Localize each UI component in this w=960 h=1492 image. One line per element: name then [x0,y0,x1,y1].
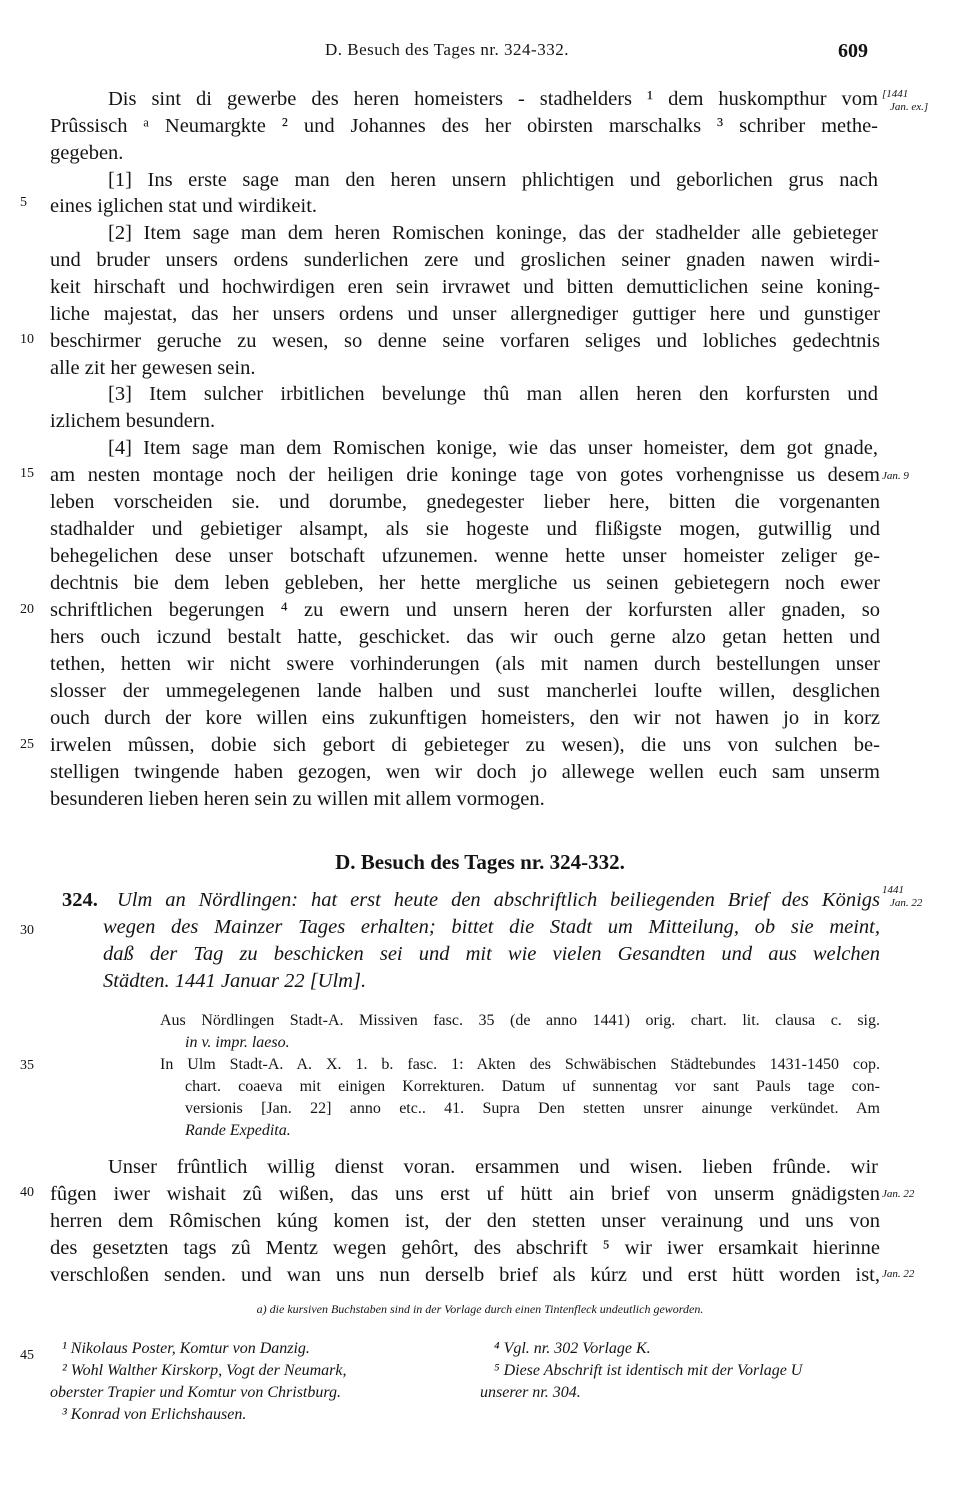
text-line: schriftlichen begerungen ⁴ zu ewern und unsern heren der korfursten aller gnaden, so [50,599,880,621]
source-note: In Ulm Stadt-A. A. X. 1. b. fasc. 1: Akten des Schwäbischen Städtebundes 1431-1450 cop. [160,1056,880,1073]
source-note: Aus Nördlingen Stadt-A. Missiven fasc. 35 (de anno 1441) orig. chart. lit. clausa c. sig. [160,1012,880,1029]
text-line: dechtnis bie dem leben gebleben, her hette mergliche us seinen gebietegern noch ewer [50,572,880,594]
line-number: 10 [20,332,34,347]
source-note: in v. impr. laeso. [185,1034,290,1051]
text-line: stelligen twingende haben gezogen, wen wir doch jo allewege wellen euch sam unserm [50,761,880,783]
line-number: 15 [20,466,34,481]
text-line: [1] Ins erste sage man den heren unsern phlichtigen und geborlichen grus nach [108,169,878,191]
text-line: besunderen lieben heren sein zu willen mit allem vormogen. [50,788,545,810]
text-line: Unser frûntlich willig dienst voran. ersammen und wisen. lieben frûnde. wir [108,1156,878,1178]
regest-line: Städten. 1441 Januar 22 [Ulm]. [103,970,367,992]
line-number: 20 [20,602,34,617]
text-line: keit hirschaft und hochwirdigen eren sein irvrawet und bitten demutticlichen seine koning- [50,276,880,298]
running-title: D. Besuch des Tages nr. 324-332. [325,40,569,59]
margin-date-note: [1441 Jan. ex.] [882,88,929,113]
footnote: ³ Konrad von Erlichshausen. [62,1406,247,1423]
text-line: hers ouch iczund bestalt hatte, geschicket. das wir ouch gerne alzo getan hetten und [50,626,880,648]
source-note: versionis [Jan. 22] anno etc.. 41. Supra Den stetten unsrer ainunge verkündet. Am [185,1100,880,1117]
source-note: Rande Expedita. [185,1122,291,1139]
text-line: behegelichen dese unser botschaft ufzunemen. wenne hette unser homeister zeliger ge- [50,545,880,567]
line-number: 45 [20,1348,34,1363]
section-title: D. Besuch des Tages nr. 324-332. [335,850,625,874]
margin-date-note: Jan. 22 [882,1188,915,1200]
text-line: ouch durch der kore willen eins zukunftigen homeisters, den wir not hawen jo in korz [50,707,880,729]
text-line: eines iglichen stat und wirdikeit. [50,195,318,217]
text-line: leben vorscheiden sie. und dorumbe, gnedegester lieber here, bitten die vorgenanten [50,491,880,513]
line-number: 35 [20,1058,34,1073]
footnote: unserer nr. 304. [480,1384,581,1401]
text-line: slosser der ummegelegenen lande halben und sust mancherlei loufte willen, desglichen [50,680,880,702]
regest-line: daß der Tag zu beschicken sei und mit wie vielen Gesandten und aus welchen [103,943,880,965]
source-note: chart. coaeva mit einigen Korrekturen. Datum uf sunnentag vor sant Pauls tage con- [185,1078,880,1095]
text-line: herren dem Rômischen kúng komen ist, der den stetten unser verainung und uns von [50,1210,880,1232]
footnote: oberster Trapier und Komtur von Christburg. [50,1384,341,1401]
text-line: und bruder unsers ordens sunderlichen zere und groslichen seiner gnaden nawen wirdi- [50,249,880,271]
margin-date-note: 1441 Jan. 22 [882,884,923,909]
margin-date-note: Jan. 9 [882,470,909,482]
line-number: 25 [20,737,34,752]
text-line: am nesten montage noch der heiligen drie koninge tage von gotes vorhengnisse us desem [50,464,880,486]
text-line: liche majestat, das her unsers ordens und unser allergnediger guttiger here und gunstiger [50,303,880,325]
regest-line: Ulm an Nördlingen: hat erst heute den abschriftlich beiliegenden Brief des Königs [117,889,880,911]
line-number: 30 [20,923,34,938]
footnote: ⁵ Diese Abschrift ist identisch mit der Vorlage U [494,1362,803,1379]
text-line: [3] Item sulcher irbitlichen bevelunge thû man allen heren den korfursten und [108,383,878,405]
page-number: 609 [838,40,868,62]
text-line: beschirmer geruche zu wesen, so denne seine vorfaren seliges und lobliches gedechtnis [50,330,880,352]
text-line: fûgen iwer wishait zû wißen, das uns erst uf hütt ain brief von unserm gnädigsten [50,1183,880,1205]
regest-line: wegen des Mainzer Tages erhalten; bittet die Stadt um Mitteilung, ob sie meint, [103,916,880,938]
text-line: irwelen mûssen, dobie sich gebort di gebieteger zu wesen), die uns von sulchen be- [50,734,880,756]
text-line: [4] Item sage man dem Romischen konige, wie das unser homeister, dem got gnade, [108,437,878,459]
text-line: izlichem besundern. [50,410,216,432]
line-number: 40 [20,1185,34,1200]
text-line: Dis sint di gewerbe des heren homeisters - stadhelders ¹ dem huskompthur vom [108,88,878,110]
footnote-a: a) die kursiven Buchstaben sind in der Vorlage durch einen Tintenfleck undeutlich geworden. [256,1302,704,1316]
line-number: 5 [20,195,27,210]
text-line: Prûssisch ᵃ Neumargkte ² und Johannes des her obirsten marschalks ³ schriber methe- [50,115,878,137]
text-line: des gesetzten tags zû Mentz wegen gehôrt, des abschrift ⁵ wir iwer ersamkait hierinne [50,1237,880,1259]
footnote: ¹ Nikolaus Poster, Komtur von Danzig. [62,1340,310,1357]
page-header [0,40,960,70]
margin-date-note: Jan. 22 [882,1268,915,1280]
text-line: tethen, hetten wir nicht swere vorhinderungen (als mit namen durch bestellungen unser [50,653,880,675]
text-line: [2] Item sage man dem heren Romischen koninge, das der stadhelder alle gebieteger [108,222,878,244]
regest-number: 324. [62,889,98,911]
footnote: ² Wohl Walther Kirskorp, Vogt der Neumark, [62,1362,347,1379]
footnote: ⁴ Vgl. nr. 302 Vorlage K. [494,1340,651,1357]
text-line: stadhalder und gebietiger alsampt, als sie hogeste und flißigste mogen, gutwillig und [50,518,880,540]
text-line: alle zit her gewesen sein. [50,357,256,379]
text-line: gegeben. [50,142,124,164]
text-line: verschloßen senden. und wan uns nun derselb brief als kúrz und erst hütt worden ist, [50,1264,880,1286]
